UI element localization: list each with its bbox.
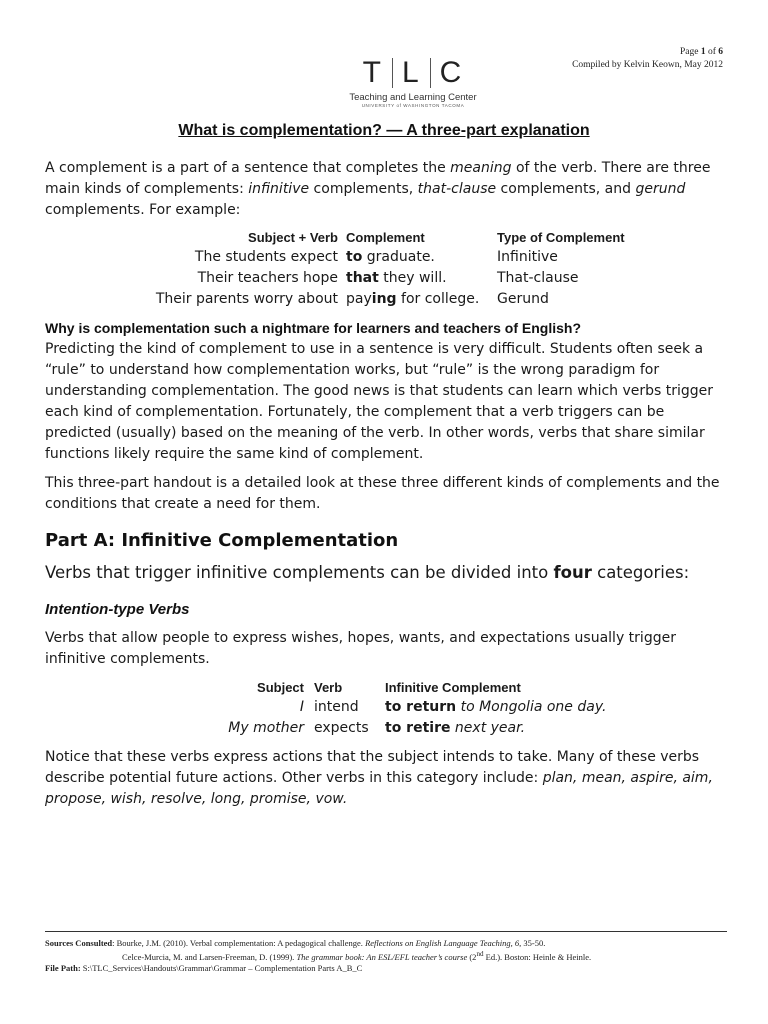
table-header-row [150,229,637,247]
type-cell: Infinitive [497,249,558,265]
handout-paragraph: This three-part handout is a detailed look at these three different kinds of complements and the conditions that create a need for them. [45,475,720,512]
column-header: Type of Complement [497,230,625,245]
nightmare-paragraph: Predicting the kind of complement to use in a sentence is very difficult. Students often seek a “rule” to understand how complementation works, but “rule” is the wrong paradigm for understanding complementation. The good news is that students can learn which verbs trigger each kind of complementation. Fortunately, the complement that a verb triggers can be predicted (usually) based on the meaning of the verb. In other words, verbs that share similar functions likely require the same kind of complement. [45,341,714,462]
logo-university: UNIVERSITY of WASHINGTON TACOMA [361,103,465,108]
page-number: Page 1 of 6 [679,47,723,57]
part-a-subheading: Verbs that trigger infinitive complements can be divided into four categories: [45,563,690,582]
subject-verb-cell: Their parents worry about [155,291,338,307]
intention-verbs-heading: Intention-type Verbs [45,601,190,618]
subject-verb-cell: The students expect [194,249,338,265]
sources-line-1: Sources Consulted: Bourke, J.M. (2010). Verbal complementation: A pedagogical challenge. Reflections on English Language Teaching, 6, 35-50. [45,938,546,948]
file-path: File Path: S:\TLC_Services\Handouts\Grammar\Grammar – Complementation Parts A_B_C [45,962,363,973]
infinitive-complement-cell: to return to Mongolia one day. [385,699,607,715]
logo-letters [343,55,483,91]
complement-cell: to graduate. [346,249,435,265]
compiled-by: Compiled by Kelvin Keown, May 2012 [572,60,723,70]
type-cell: Gerund [497,291,549,307]
subject-cell: I [299,699,304,715]
notice-paragraph: Notice that these verbs express actions that the subject intends to take. Many of these verbs describe potential future actions. Other verbs in this category include: plan, mean, aspire, aim, propose, wish, resolve, long, promise, vow. [45,749,713,807]
table-row [225,718,625,739]
column-header: Complement [346,230,425,245]
subject-verb-cell: Their teachers hope [197,270,338,286]
sources-line-2: Celce-Murcia, M. and Larsen-Freeman, D. (1999). The grammar book: An ESL/EFL teacher’s course (2nd Ed.). Boston: Heinle & Heinle. [122,950,592,962]
column-header: Infinitive Complement [385,680,521,695]
table-row [150,289,637,310]
verb-cell: expects [314,720,369,736]
page-footer [45,938,745,974]
table-row [150,247,637,268]
footer-divider [45,931,727,932]
type-cell: That-clause [497,270,579,286]
table-header-row [225,679,625,697]
infinitive-examples-table [225,679,625,739]
column-header: Subject + Verb [248,230,338,245]
page-header [572,46,723,72]
complement-cell: paying for college. [346,291,480,307]
logo-name: Teaching and Learning Center [349,92,477,103]
part-a-heading: Part A: Infinitive Complementation [45,530,399,551]
complement-cell: that they will. [346,270,447,286]
complement-examples-table [150,229,637,310]
logo-letter-t: T [362,56,383,89]
logo-letter-l: L [401,56,421,89]
infinitive-complement-cell: to retire next year. [385,720,526,736]
table-row [150,268,637,289]
subject-cell: My mother [228,720,304,736]
question-heading: Why is complementation such a nightmare for learners and teachers of English? [45,320,582,336]
document-title: What is complementation? — A three-part explanation [178,122,590,139]
table-row [225,697,625,718]
tlc-logo [343,55,483,108]
logo-letter-c: C [439,56,464,89]
column-header: Subject [257,680,304,695]
intention-description: Verbs that allow people to express wishes, hopes, wants, and expectations usually trigger infinitive complements. [45,630,676,667]
column-header: Verb [314,680,343,695]
intro-paragraph: A complement is a part of a sentence that completes the meaning of the verb. There are three main kinds of complements: infinitive complements, that-clause complements, and gerund complements. For example: [45,160,711,218]
verb-cell: intend [314,699,359,715]
